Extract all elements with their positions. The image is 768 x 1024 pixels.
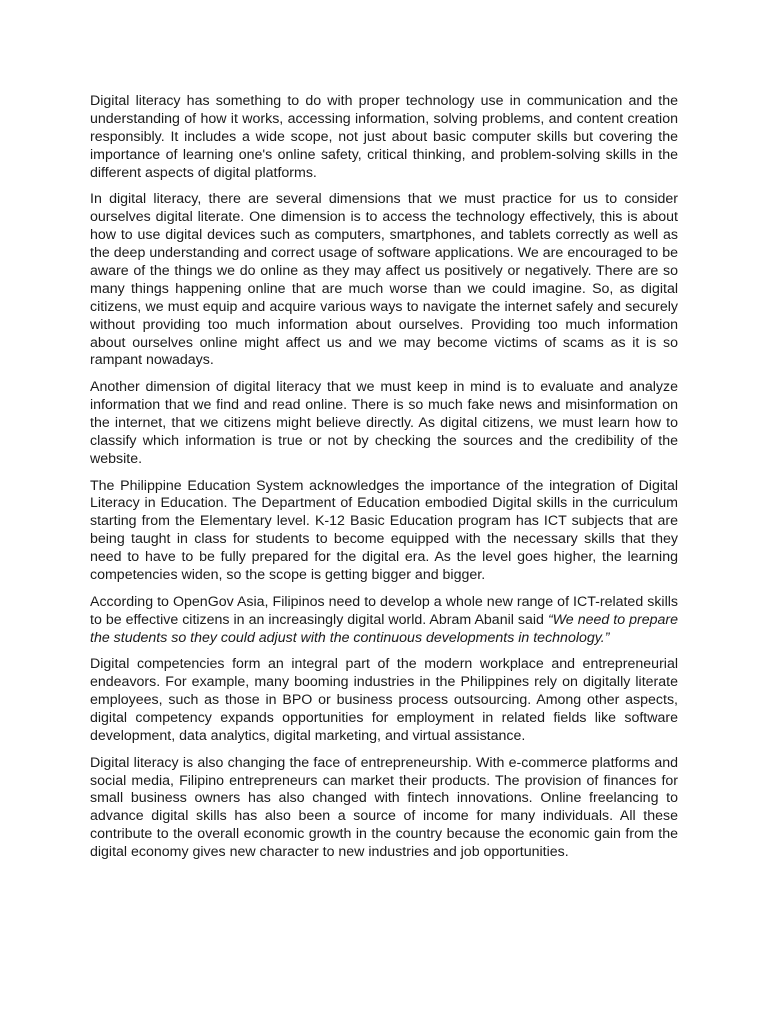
paragraph-opengov [90,594,678,648]
paragraph-access-dimension: In digital literacy, there are several dimensions that we must practice for us to consider ourselves digital literate. One dimension is to access the technology effectively, this is about how to use digital devices such as computers, smartphones, and tablets correctly as well as the deep understanding and correct usage of software applications. We are encouraged to be aware of the things we do online as they may affect us positively or negatively. There are so many things happening online that are much worse than we could imagine. So, as digital citizens, we must equip and acquire various ways to navigate the internet safely and securely without providing too much information about ourselves. Providing too much information about ourselves online might affect us and we may become victims of scams as it is so rampant nowadays. [90,191,678,369]
paragraph-intro: Digital literacy has something to do with proper technology use in communication and the understanding of how it works, accessing information, solving problems, and content creation responsibly. It includes a wide scope, not just about basic computer skills but covering the importance of learning one's online safety, critical thinking, and problem-solving skills in the different aspects of digital platforms. [90,93,678,181]
document-page [90,93,678,871]
opengov-text: According to OpenGov Asia, Filipinos need to develop a whole new range of ICT-related skills to be effective citizens in an increasingly digital world. Abram Abanil said [90,593,678,628]
paragraph-workplace: Digital competencies form an integral part of the modern workplace and entrepreneurial endeavors. For example, many booming industries in the Philippines rely on digitally literate employees, such as those in BPO or business process outsourcing. Among other aspects, digital competency expands opportunities for employment in related fields like software development, data analytics, digital marketing, and virtual assistance. [90,656,678,744]
paragraph-entrepreneurship: Digital literacy is also changing the face of entrepreneurship. With e-commerce platforms and social media, Filipino entrepreneurs can market their products. The provision of finances for small business owners has also changed with fintech innovations. Online freelancing to advance digital skills has also been a source of income for many individuals. All these contribute to the overall economic growth in the country because the economic gain from the digital economy gives new character to new industries and job opportunities. [90,754,678,861]
abanil-quote: “We need to prepare the students so they could adjust with the continuous developments in technology.” [90,611,679,646]
paragraph-evaluate-dimension: Another dimension of digital literacy that we must keep in mind is to evaluate and analyze information that we find and read online. There is so much fake news and misinformation on the internet, that we citizens might believe directly. As digital citizens, we must learn how to classify which information is true or not by checking the sources and the credibility of the website. [90,379,678,467]
paragraph-education-system: The Philippine Education System acknowledges the importance of the integration of Digital Literacy in Education. The Department of Education embodied Digital skills in the curriculum starting from the Elementary level. K-12 Basic Education program has ICT subjects that are being taught in class for students to become equipped with the necessary skills that they need to have to be fully prepared for the digital era. As the level goes higher, the learning competencies widen, so the scope is getting bigger and bigger. [90,477,678,584]
